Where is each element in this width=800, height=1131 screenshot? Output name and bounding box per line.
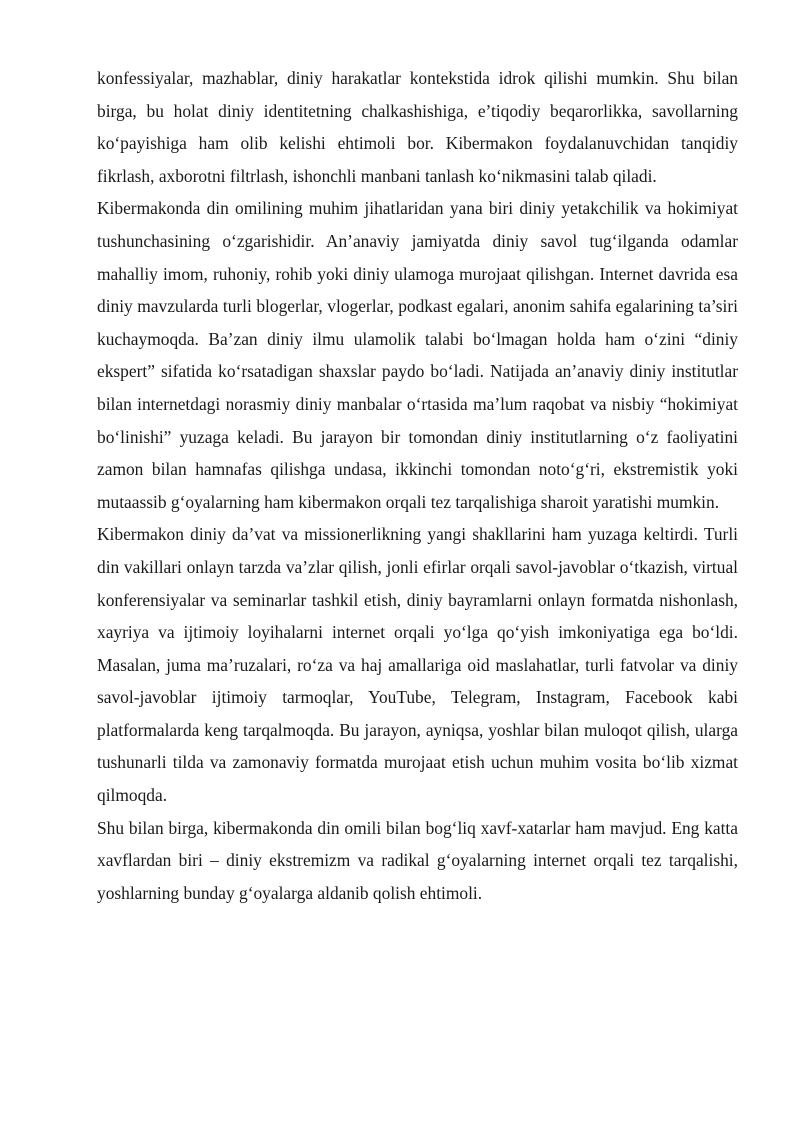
document-page (97, 62, 738, 909)
paragraph-2: Kibermakonda din omilining muhim jihatlaridan yana biri diniy yetakchilik va hokimiyat tushunchasining o‘zgarishidir. An’anaviy jamiyatda diniy savol tug‘ilganda odamlar mahalliy imom, ruhoniy, rohib yoki diniy ulamoga murojaat qilishgan. Internet davrida esa diniy mavzularda turli blogerlar, vlogerlar, podkast egalari, anonim sahifa egalarining ta’siri kuchaymoqda. Ba’zan diniy ilmu ulamolik talabi bo‘lmagan holda ham o‘zini “diniy ekspert” sifatida ko‘rsatadigan shaxslar paydo bo‘ladi. Natijada an’anaviy diniy institutlar bilan internetdagi norasmiy diniy manbalar o‘rtasida ma’lum raqobat va nisbiy “hokimiyat bo‘linishi” yuzaga keladi. Bu jarayon bir tomondan diniy institutlarning o‘z faoliyatini zamon bilan hamnafas qilishga undasa, ikkinchi tomondan noto‘g‘ri, ekstremistik yoki mutaassib g‘oyalarning ham kibermakon orqali tez tarqalishiga sharoit yaratishi mumkin. (97, 198, 738, 512)
paragraph-4: Shu bilan birga, kibermakonda din omili bilan bog‘liq xavf-xatarlar ham mavjud. Eng katta xavflardan biri – diniy ekstremizm va radikal g‘oyalarning internet orqali tez tarqalishi, yoshlarning bunday g‘oyalarga aldanib qolish ehtimoli. (97, 817, 738, 903)
paragraph-1: konfessiyalar, mazhablar, diniy harakatlar kontekstida idrok qilishi mumkin. Shu bilan birga, bu holat diniy identitetning chalkashishiga, e’tiqodiy beqarorlikka, savollarning ko‘payishiga ham olib kelishi ehtimoli bor. Kibermakon foydalanuvchidan tanqidiy fikrlash, axborotni filtrlash, ishonchli manbani tanlash ko‘nikmasini talab qiladi. (97, 68, 738, 186)
paragraph-3: Kibermakon diniy da’vat va missionerlikning yangi shakllarini ham yuzaga keltirdi. Turli din vakillari onlayn tarzda va’zlar qilish, jonli efirlar orqali savol-javoblar o‘tkazish, virtual konferensiyalar va seminarlar tashkil etish, diniy bayramlarni onlayn formatda nishonlash, xayriya va ijtimoiy loyihalarni internet orqali yo‘lga qo‘yish imkoniyatiga ega bo‘ldi. Masalan, juma ma’ruzalari, ro‘za va haj amallariga oid maslahatlar, turli fatvolar va diniy savol-javoblar ijtimoiy tarmoqlar, YouTube, Telegram, Instagram, Facebook kabi platformalarda keng tarqalmoqda. Bu jarayon, ayniqsa, yoshlar bilan muloqot qilish, ularga tushunarli tilda va zamonaviy formatda murojaat etish uchun muhim vosita bo‘lib xizmat qilmoqda. (97, 524, 738, 806)
